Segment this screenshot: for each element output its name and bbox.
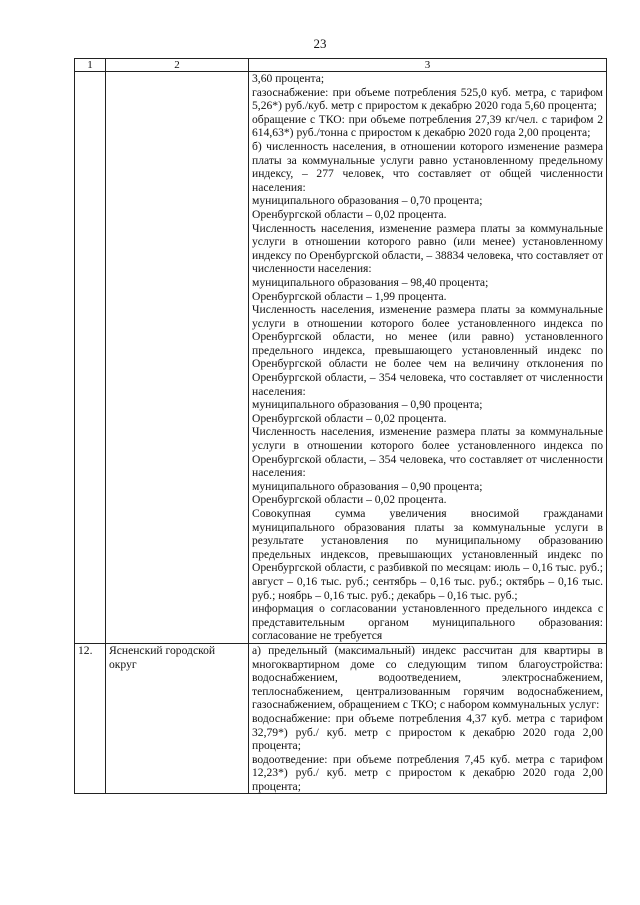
text-line: муниципального образования – 0,90 процента; [252,479,483,493]
text-line: Оренбургской области – 0,02 процента. [252,493,447,507]
column-header: 3 [249,59,607,72]
table-row [75,72,607,644]
text-line: водоотведение: при объеме потребления 7,45 куб. метра с тарифом 12,23*) руб./ куб. метр с приростом к декабрю 2020 года 2,00 процента; [252,752,603,793]
table-row [75,643,607,794]
text-line: водоснабжение: при объеме потребления 4,37 куб. метра с тарифом 32,79*) руб./ куб. метр с приростом к декабрю 2020 года 2,00 процента; [252,711,603,753]
text-line: а) предельный (максимальный) индекс рассчитан для квартиры в многоквартирном доме со следующим типом благоустройства: водоснабжением, водоотведением, электроснабжением, теплоснабжением, централизованным горячим водоснабжением, газоснабжением, обращением с ТКО; с набором коммунальных услуг: [252,643,603,712]
details-cell [249,72,607,644]
text-line: муниципального образования – 0,90 процента; [252,398,483,412]
column-header: 2 [106,59,249,72]
text-line: обращение с ТКО: при объеме потребления 27,39 кг/чел. с тарифом 2 614,63*) руб./тонна с приростом к декабрю 2020 года 2,00 процента; [252,112,603,140]
region-cell: Ясненский городской округ [106,643,249,794]
text-line: 3,60 процента; [252,72,325,85]
text-line: б) численность населения, в отношении которого изменение размера платы за коммунальные услуги равно установленному предельному индексу, – 277 человек, что составляет от общей численности населения: [252,139,603,194]
region-cell [106,72,249,644]
details-cell [249,643,607,794]
text-line: Совокупная сумма увеличения вносимой гражданами муниципального образования платы за коммунальные услуги в результате установления по муниципальному образованию предельных индексов, превышающих установленный индекс по Оренбургской области, с разбивкой по месяцам: июль – 0,16 тыс. руб.; август – 0,16 тыс. руб.; сентябрь – 0,16 тыс. руб.; октябрь – 0,16 тыс. руб.; ноябрь – 0,16 тыс. руб.; декабрь – 0,16 тыс. руб.; [252,507,603,602]
regions-table [74,58,607,794]
row-number-cell: 12. [75,643,106,794]
text-line: информация о согласовании установленного предельного индекса с представительным органом муниципального образования: согласование не требуется [252,602,603,643]
text-line: Численность населения, изменение размера платы за коммунальные услуги в отношении которого более установленного индекса по Оренбургской области, но менее (или равно) установленного предельного индекса, превышающего установленный индекс по Оренбургской области не более чем на величину отклонения по Оренбургской области, – 354 человека, что составляет от численности населения: [252,303,603,398]
page-number: 23 [313,36,327,51]
text-line: Оренбургской области – 0,02 процента. [252,411,447,425]
row-number-cell [75,72,106,644]
column-header: 1 [75,59,106,72]
text-line: Численность населения, изменение размера платы за коммунальные услуги в отношении которого более установленного индекса по Оренбургской области, – 354 человека, что составляет от численности населения: [252,425,603,480]
text-line: Оренбургской области – 0,02 процента. [252,207,447,221]
text-line: муниципального образования – 0,70 процента; [252,194,483,208]
text-line: Численность населения, изменение размера платы за коммунальные услуги в отношении которого равно (или менее) установленному индексу по Оренбургской области, – 38834 человека, что составляет от численности населения: [252,221,603,276]
text-line: муниципального образования – 98,40 процента; [252,275,489,289]
text-line: Оренбургской области – 1,99 процента. [252,289,447,303]
table-header-row [75,59,607,72]
text-line: газоснабжение: при объеме потребления 525,0 куб. метра, с тарифом 5,26*) руб./куб. метр с приростом к декабрю 2020 года 5,60 процента; [252,85,603,113]
